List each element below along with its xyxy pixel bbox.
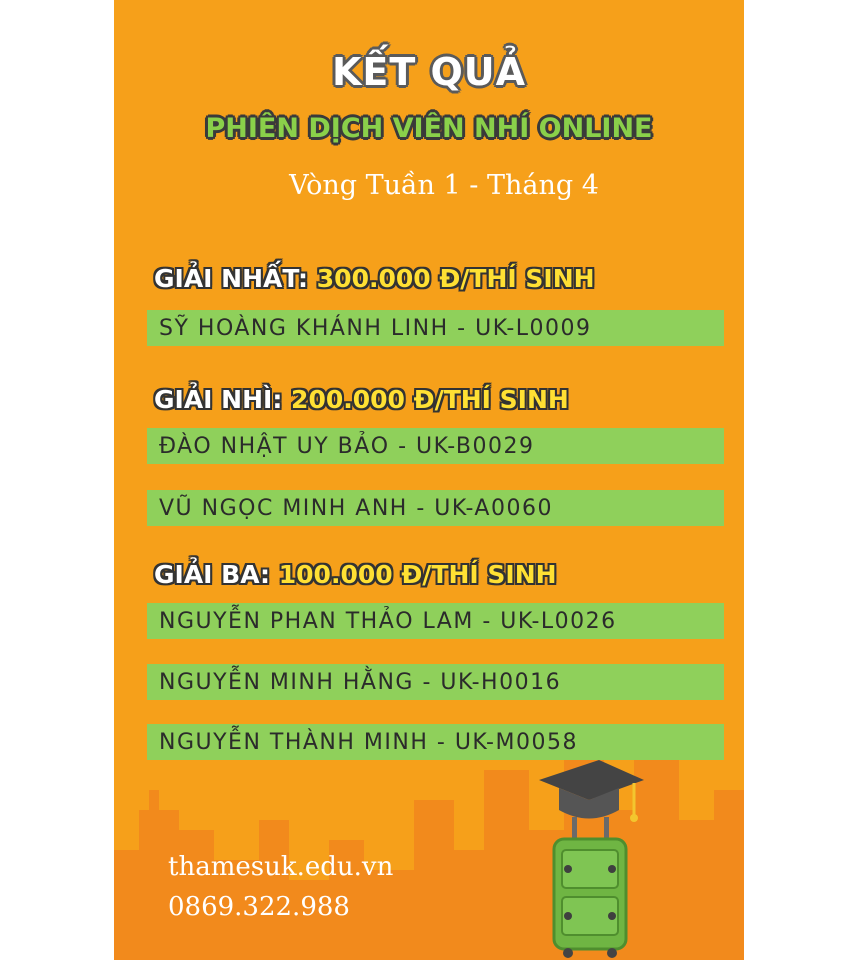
first-prize-heading xyxy=(154,264,595,293)
winner-name: SỸ HOÀNG KHÁNH LINH - UK-L0009 xyxy=(159,315,592,341)
winner-row xyxy=(147,664,724,700)
winner-name: NGUYỄN PHAN THẢO LAM - UK-L0026 xyxy=(159,608,617,634)
suitcase-icon xyxy=(534,755,644,960)
second-prize-amount: 200.000 Đ/THÍ SINH xyxy=(291,385,569,414)
third-prize-heading xyxy=(154,560,557,589)
winner-name: VŨ NGỌC MINH ANH - UK-A0060 xyxy=(159,495,553,521)
phone-text: 0869.322.988 xyxy=(168,892,350,922)
winner-name: NGUYỄN MINH HẰNG - UK-H0016 xyxy=(159,669,562,695)
winner-row xyxy=(147,603,724,639)
third-prize-amount: 100.000 Đ/THÍ SINH xyxy=(278,560,557,589)
winner-name: NGUYỄN THÀNH MINH - UK-M0058 xyxy=(159,729,578,755)
winner-row xyxy=(147,428,724,464)
winner-row xyxy=(147,310,724,346)
winner-name: ĐÀO NHẬT UY BẢO - UK-B0029 xyxy=(159,433,535,459)
round-label: Vòng Tuần 1 - Tháng 4 xyxy=(289,170,599,201)
first-prize-label: GIẢI NHẤT: xyxy=(154,264,309,293)
poster-subtitle: PHIÊN DỊCH VIÊN NHÍ ONLINE xyxy=(205,113,653,144)
winner-row xyxy=(147,490,724,526)
third-prize-label: GIẢI BA: xyxy=(154,560,271,589)
second-prize-heading xyxy=(154,385,569,414)
poster-title: KẾT QUẢ xyxy=(331,50,527,94)
graduation-cap-icon xyxy=(539,760,644,822)
website-text: thamesuk.edu.vn xyxy=(168,852,394,882)
second-prize-label: GIẢI NHÌ: xyxy=(154,385,283,414)
result-poster xyxy=(114,0,744,960)
first-prize-amount: 300.000 Đ/THÍ SINH xyxy=(316,264,595,293)
city-skyline xyxy=(114,730,744,960)
